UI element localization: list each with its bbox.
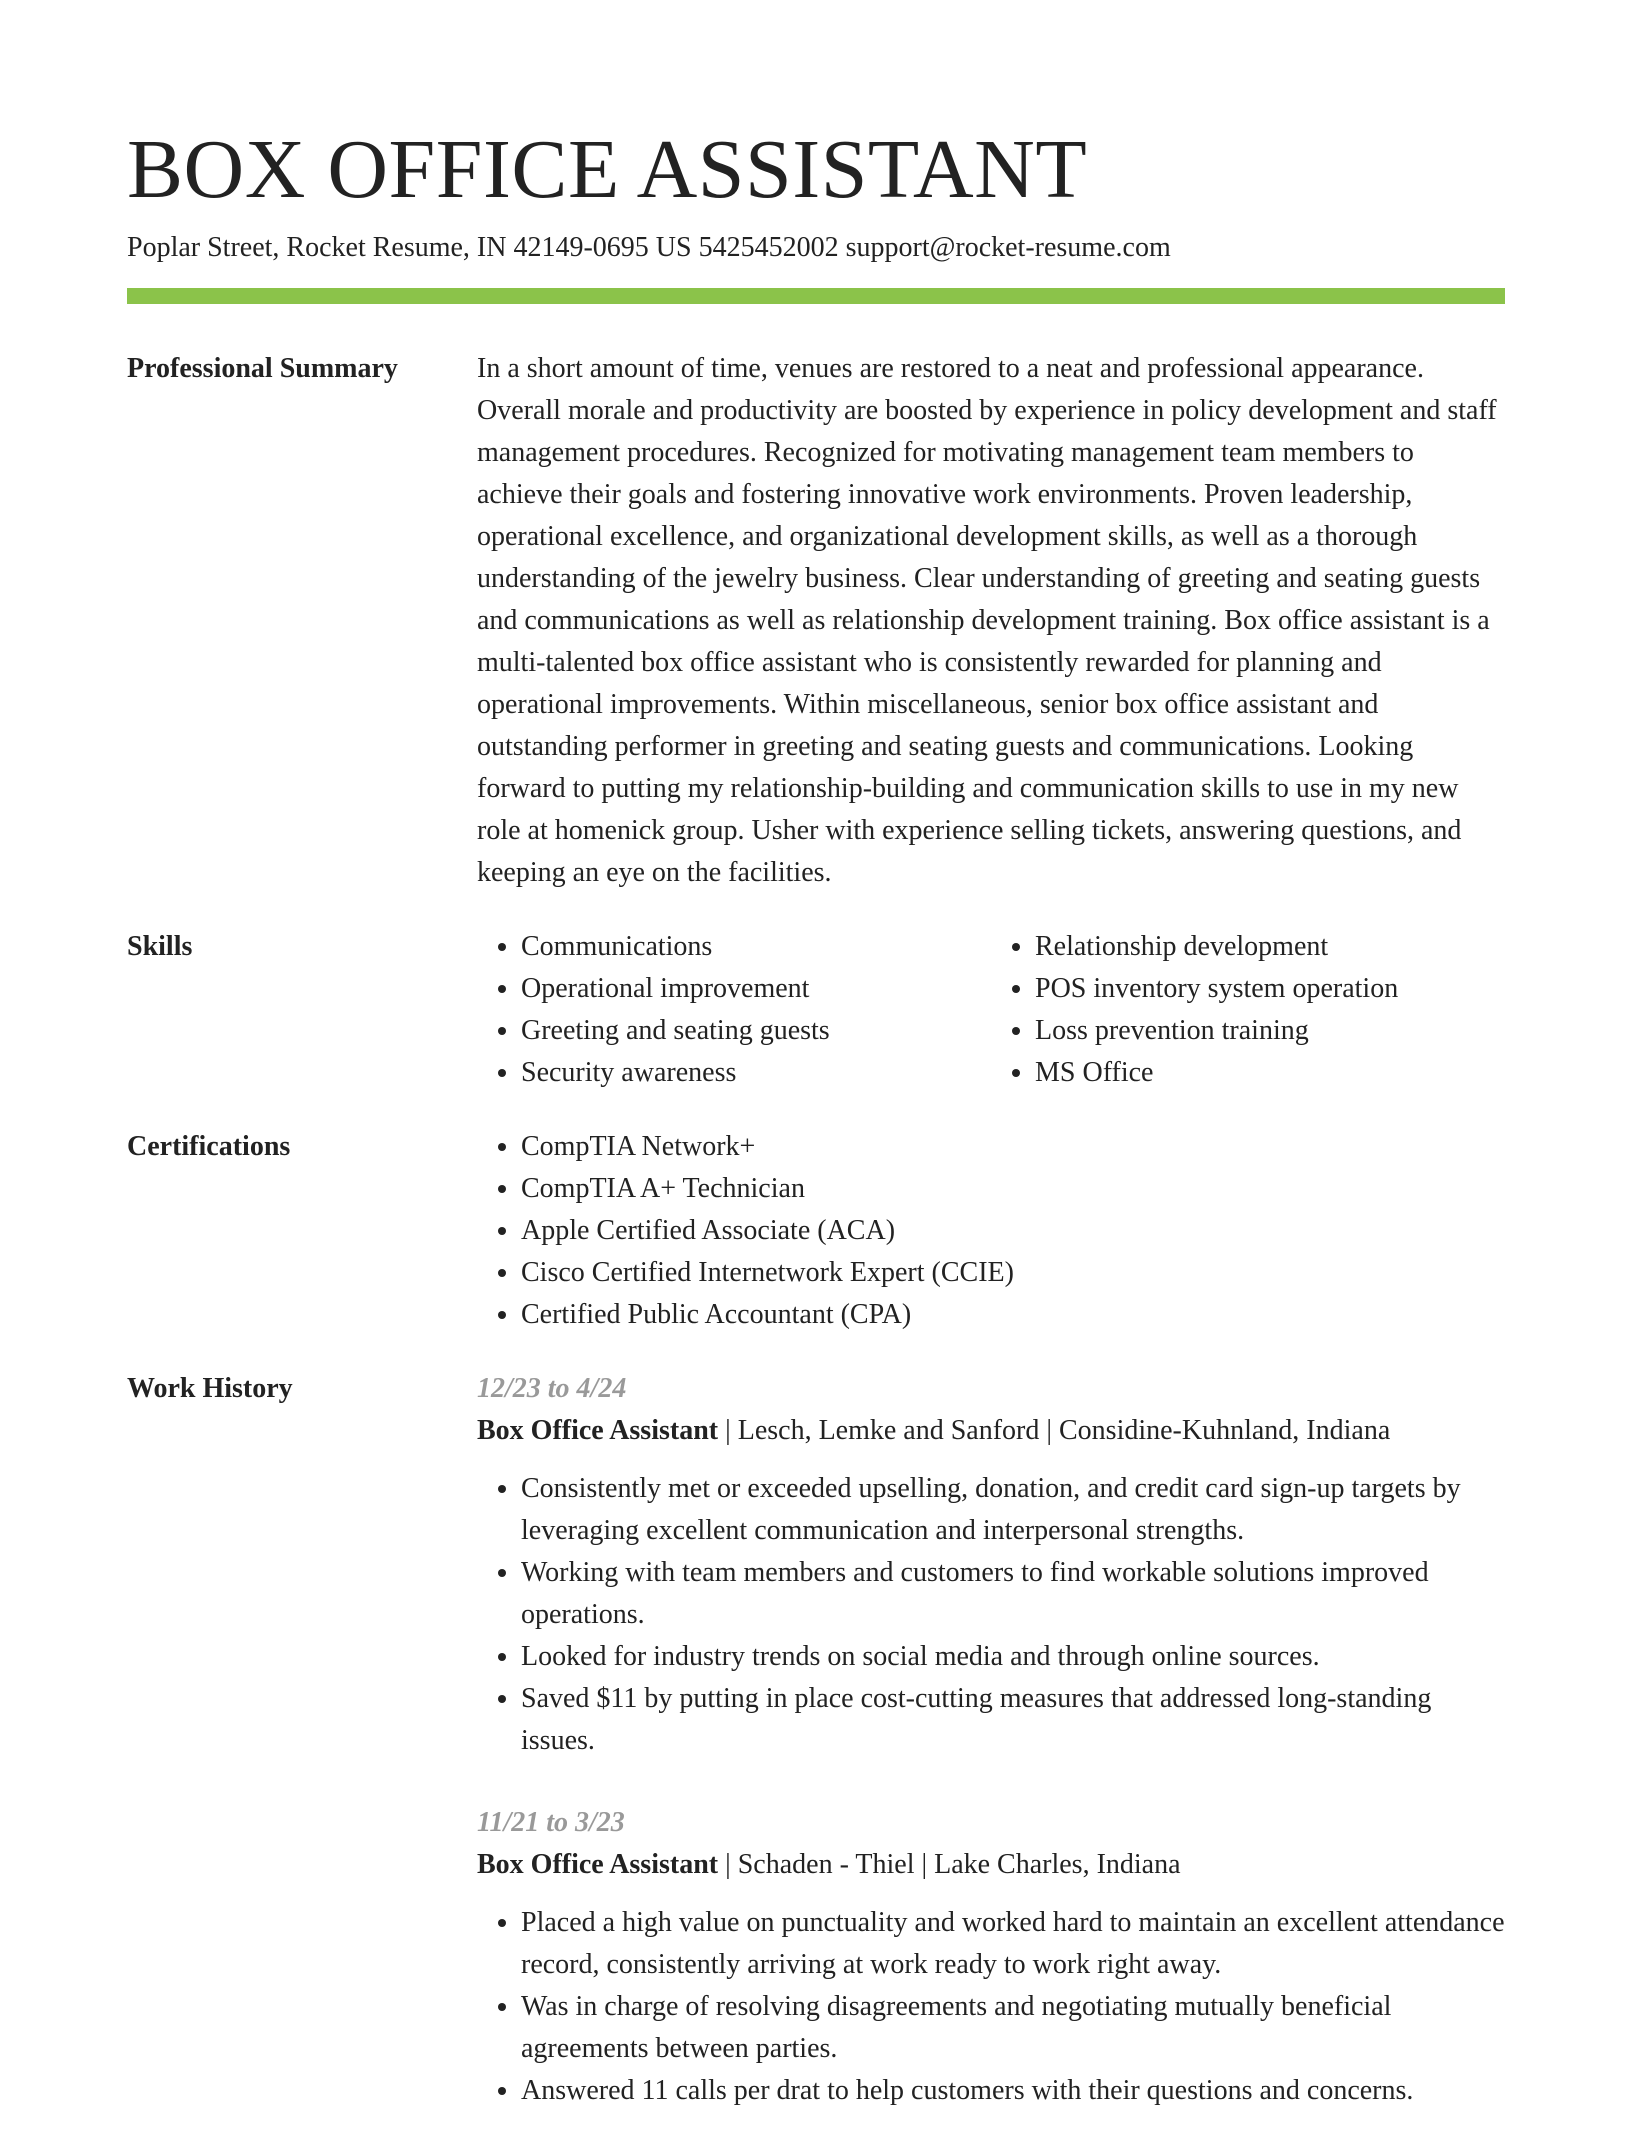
section-label-skills: Skills xyxy=(127,931,193,962)
certifications-list xyxy=(477,1126,1505,1336)
job-dates: 11/21 to 3/23 xyxy=(477,1807,625,1838)
skill-item: • Operational improvement xyxy=(521,968,991,1010)
section-body-summary xyxy=(477,348,1505,894)
job-details: | Schaden - Thiel | Lake Charles, Indiana xyxy=(718,1849,1181,1880)
skills-grid xyxy=(477,926,1505,1094)
job-bullet: • Looked for industry trends on social media and through online sources. xyxy=(521,1636,1505,1678)
job-bullet: • Was in charge of resolving disagreements and negotiating mutually beneficial agreements between parties. xyxy=(521,1986,1505,2070)
job-bullet: • Saved $11 by putting in place cost-cutting measures that addressed long-standing issues. xyxy=(521,1678,1505,1762)
section-body-work-history xyxy=(477,1368,1505,2152)
skill-item: • Relationship development xyxy=(1035,926,1505,968)
header-divider xyxy=(127,288,1505,304)
skill-item: • Security awareness xyxy=(521,1052,991,1094)
job-bullet: • Consistently met or exceeded upselling, donation, and credit card sign-up targets by leveraging excellent communication and interpersonal strengths. xyxy=(521,1468,1505,1552)
job-dates: 12/23 to 4/24 xyxy=(477,1373,627,1404)
job-entry xyxy=(477,1802,1505,2112)
job-bullets xyxy=(477,1902,1505,2112)
skills-list-left xyxy=(477,926,991,1094)
skill-item: • Loss prevention training xyxy=(1035,1010,1505,1052)
skill-item: • Communications xyxy=(521,926,991,968)
resume-name: BOX OFFICE ASSISTANT xyxy=(127,123,1088,216)
section-label-certifications: Certifications xyxy=(127,1131,291,1162)
certification-item: • CompTIA A+ Technician xyxy=(521,1168,1505,1210)
section-body-certifications xyxy=(477,1126,1505,1336)
section-certifications xyxy=(127,1126,1505,1336)
skill-item: • POS inventory system operation xyxy=(1035,968,1505,1010)
section-skills xyxy=(127,926,1505,1094)
job-details: | Lesch, Lemke and Sanford | Considine-Kuhnland, Indiana xyxy=(718,1415,1391,1446)
certification-item: • Apple Certified Associate (ACA) xyxy=(521,1210,1505,1252)
section-label-summary: Professional Summary xyxy=(127,353,398,384)
contact-email[interactable]: support@rocket-resume.com xyxy=(845,232,1171,263)
contact-address: Poplar Street, Rocket Resume, IN 42149-0695 US xyxy=(127,232,692,263)
skills-list-right xyxy=(991,926,1505,1094)
job-bullet: • Answered 11 calls per drat to help customers with their questions and concerns. xyxy=(521,2070,1505,2112)
certification-item: • Certified Public Accountant (CPA) xyxy=(521,1294,1505,1336)
skill-item: • MS Office xyxy=(1035,1052,1505,1094)
skill-item: • Greeting and seating guests xyxy=(521,1010,991,1052)
section-work-history xyxy=(127,1368,1505,2152)
job-title: Box Office Assistant xyxy=(477,1849,719,1880)
contact-line xyxy=(127,228,1505,268)
certification-item: • CompTIA Network+ xyxy=(521,1126,1505,1168)
job-title-line xyxy=(477,1844,1505,1886)
section-label-work-history: Work History xyxy=(127,1373,293,1404)
section-professional-summary xyxy=(127,348,1505,894)
job-title-line xyxy=(477,1410,1505,1452)
job-bullet: • Working with team members and customers to find workable solutions improved operations. xyxy=(521,1552,1505,1636)
job-title: Box Office Assistant xyxy=(477,1415,719,1446)
job-bullet: • Placed a high value on punctuality and worked hard to maintain an excellent attendance record, consistently arriving at work ready to work right away. xyxy=(521,1902,1505,1986)
job-bullets xyxy=(477,1468,1505,1762)
job-entry xyxy=(477,1368,1505,1762)
section-body-skills xyxy=(477,926,1505,1094)
contact-phone: 5425452002 xyxy=(698,232,839,263)
certification-item: • Cisco Certified Internetwork Expert (CCIE) xyxy=(521,1252,1505,1294)
summary-text: In a short amount of time, venues are restored to a neat and professional appearance. Overall morale and productivity are boosted by experience in policy development and staff management procedures. Recognized for motivating management team members to achieve their goals and fostering innovative work environments. Proven leadership, operational excellence, and organizational development skills, as well as a thorough understanding of the jewelry business. Clear understanding of greeting and seating guests and communications as well as relationship development training. Box office assistant is a multi-talented box office assistant who is consistently rewarded for planning and operational improvements. Within miscellaneous, senior box office assistant and outstanding performer in greeting and seating guests and communications. Looking forward to putting my relationship-building and communication skills to use in my new role at homenick group. Usher with experience selling tickets, answering questions, and keeping an eye on the facilities. xyxy=(477,353,1497,888)
